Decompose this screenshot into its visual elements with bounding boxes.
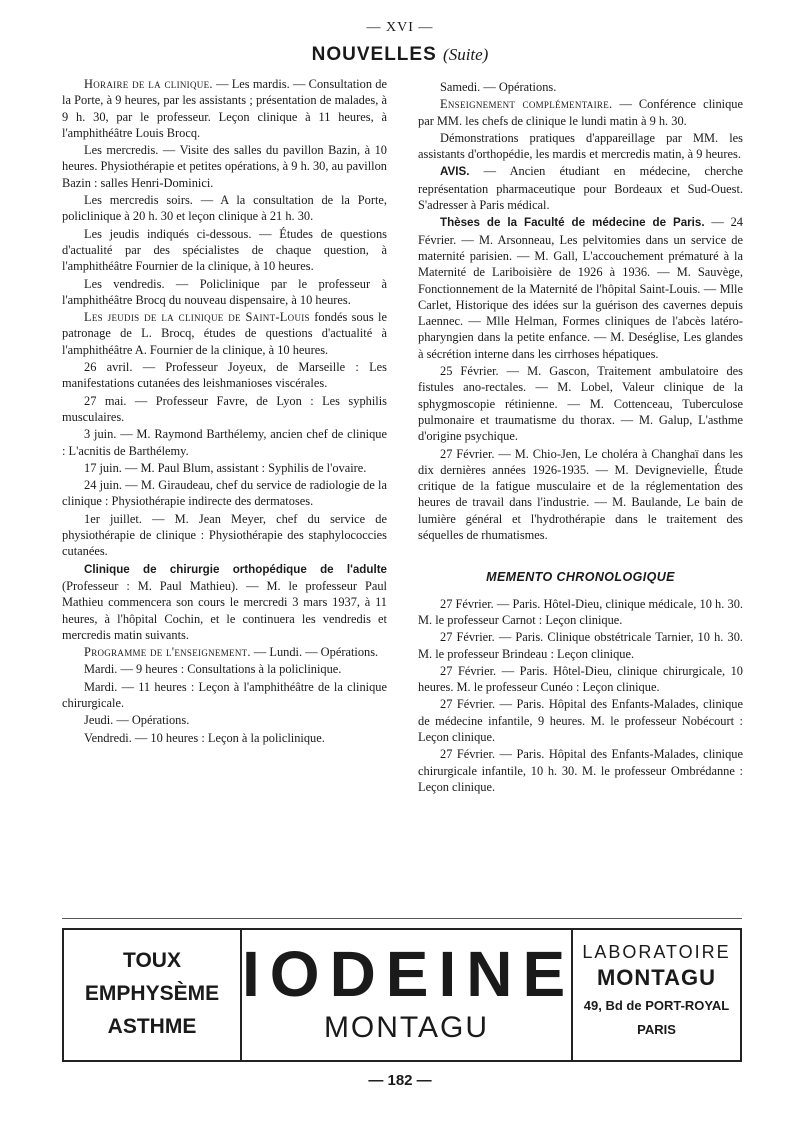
paragraph-fevrier-27: 27 Février. — M. Chio-Jen, Le choléra à Changhaï dans les dix dernières années 1926-1935. — M. Devignevielle, Étude critique de la fatigue musculaire et de la réglementation des heures de travail dans l'industrie. — M. Baulande, Le bain de lumière général et l'hydrothérapie dans le traitement des séquelles de rhumatismes.: [418, 446, 743, 543]
ad-indications: [64, 930, 240, 1060]
paragraph-vendredis: Les vendredis. — Policlinique par le professeur à l'amphithéâtre Brocq du nouveau dispensaire, à 10 heures.: [62, 276, 387, 307]
paragraph-orthopedie: [62, 561, 387, 643]
page-title: [0, 44, 800, 66]
memento-entry: 27 Février. — Paris. Hôtel-Dieu, clinique chirurgicale, 10 heures. M. le professeur Cunéo : Leçon clinique.: [418, 663, 743, 695]
ad-lab-name: MONTAGU: [596, 965, 717, 990]
paragraph-jeudi: Jeudi. — Opérations.: [84, 713, 190, 728]
horaire-text: — Les mardis. — Consultation de la Porte, à 9 heures, par les assistants ; présentation de malades, à 9 h. 30, par le professeur. Leçon clinique à 11 heures, à l'amphithéâtre Louis Brocq.: [62, 77, 387, 140]
memento-entry: 27 Février. — Paris. Hôpital des Enfants-Malades, clinique chirurgicale infantile, 10 h. 30. M. le professeur Ombrédanne : Leçon clinique.: [418, 747, 743, 794]
paragraph-programme: [62, 644, 387, 660]
orthopedie-text: (Professeur : M. Paul Mathieu). — M. le professeur Paul Mathieu commencera son cours le mercredi 3 mars 1937, à 11 heures, à l'hôpital Cochin, et le continuera les vendredis et mercredis matin suivants.: [62, 578, 387, 642]
ad-lab-city: PARIS: [637, 1022, 676, 1037]
ad-indication-emphyseme: EMPHYSÈME: [84, 982, 220, 1005]
paragraph-samedi: Samedi. — Opérations.: [440, 80, 557, 94]
paragraph-mercredis: Les mercredis. — Visite des salles du pavillon Bazin, à 10 heures. Physiothérapie et petites opérations, à 9 h. 30, au pavillon Bazin : salles Henri-Dominici.: [62, 143, 387, 190]
memento-entry: 27 Février. — Paris. Hôtel-Dieu, clinique médicale, 10 h. 30. M. le professeur Carnot : Leçon clinique.: [418, 596, 743, 627]
page-number: — 182 —: [368, 1072, 432, 1089]
ad-brand-panel: [240, 930, 576, 1060]
paragraph-demonstrations: Démonstrations pratiques d'appareillage par MM. les assistants d'orthopédie, les mardis et mercredis matin, à 9 heures.: [418, 130, 743, 162]
ad-lab-label: LABORATOIRE: [582, 942, 731, 962]
paragraph-avis: [418, 163, 743, 213]
ad-brand-subname: MONTAGU: [323, 1011, 490, 1044]
paragraph-enseignement-complementaire: [418, 96, 743, 129]
ad-laboratory: [573, 930, 740, 1060]
memento-entry: 27 Février. — Paris. Clinique obstétricale Tarnier, 10 h. 30. M. le professeur Brindeau : Leçon clinique.: [418, 630, 743, 661]
paragraph-horaire: [62, 76, 387, 141]
avis-lead: AVIS.: [440, 165, 470, 179]
folio-number: — XVI —: [366, 20, 434, 35]
horaire-lead: Horaire de la clinique.: [84, 77, 213, 91]
left-column: [62, 76, 387, 747]
paragraph-mercredis-soirs: Les mercredis soirs. — A la consultation de la Porte, policlinique à 20 h. 30 et leçon clinique à 21 h. 30.: [62, 193, 387, 224]
paragraph-juin-3: 3 juin. — M. Raymond Barthélemy, ancien chef de clinique : L'acnitis de Barthélemy.: [62, 427, 387, 458]
programme-lead: Programme de l'enseignement.: [84, 645, 251, 660]
paragraph-mardi-1: Mardi. — 9 heures : Consultations à la policlinique.: [84, 662, 342, 677]
column-divider-rule: [62, 918, 742, 919]
avis-text: — Ancien étudiant en médecine, cherche représentation pharmaceutique pour Bordeaux et Sud-Ouest. S'adresser à Paris médical.: [418, 164, 743, 213]
complementaire-text: — Conférence clinique par MM. les chefs de clinique le lundi matin à 9 h. 30.: [418, 97, 743, 128]
paragraph-juillet: 1er juillet. — M. Jean Meyer, chef du service de physiothérapie de clinique : Physiothérapie des staphylococcies cutanées.: [62, 511, 387, 559]
theses-text: — 24 Février. — M. Arsonneau, Les pelvitomies dans un service de maternité parisien. — M. Gall, L'accouchement prématuré à la Maternité de Lariboisière de 1926 à 1936. — M. Sauvège, Fonctionnement de la Maternité de l'hôpital Saint-Louis. — Mlle Carlet, Historique des idées sur la guérison des cavernes depuis Laennec. — Mlle Helman, Formes cliniques de l'abcès latéro-pharyngien dans la petite enfance. — M. Deséglise, Les glandes à sécrétion interne dans les cirrhoses hépatiques.: [418, 215, 744, 361]
orthopedie-lead: Clinique de chirurgie orthopédique de l'adulte: [84, 562, 387, 576]
theses-lead: Thèses de la Faculté de médecine de Paris.: [440, 216, 705, 230]
paragraph-theses: [418, 214, 743, 362]
paragraph-mardi-2: Mardi. — 11 heures : Leçon à l'amphithéâtre de la clinique chirurgicale.: [62, 679, 387, 710]
ad-brand-name: IODEINE: [242, 938, 576, 1010]
memento-heading: MEMENTO CHRONOLOGIQUE: [486, 570, 675, 585]
jeudis-sl-text: fondés sous le patronage de L. Brocq, études de questions d'actualité à l'amphithéâtre A. Fournier de la clinique, à 10 heures.: [62, 310, 387, 357]
paragraph-juin-24: 24 juin. — M. Giraudeau, chef du service de radiologie de la clinique : Physiothérapie indirecte des dermatoses.: [62, 478, 387, 509]
ad-indication-asthme: ASTHME: [107, 1015, 197, 1038]
paragraph-fevrier-25: 25 Février. — M. Gascon, Traitement ambulatoire des fistules ano-rectales. — M. Lobel, Valeur clinique de la sphygmoscopie rétinienne. — M. Cottenceau, Tuberculose pulmonaire et traumatisme du thorax. — M. Galup, L'asthme d'origine psychique.: [418, 364, 743, 444]
complementaire-lead: Enseignement complémentaire.: [440, 97, 613, 112]
paragraph-jeudis-saint-louis: [62, 309, 387, 358]
paragraph-vendredi: Vendredi. — 10 heures : Leçon à la policlinique.: [84, 730, 325, 745]
section-title: NOUVELLES: [311, 44, 437, 65]
ad-lab-address: 49, Bd de PORT-ROYAL: [583, 998, 730, 1013]
jeudis-sl-lead: Les jeudis de la clinique de Saint-Louis: [84, 310, 310, 325]
paragraph-juin-17: 17 juin. — M. Paul Blum, assistant : Syphilis de l'ovaire.: [84, 460, 367, 475]
paragraph-avril: 26 avril. — Professeur Joyeux, de Marseille : Les manifestations cutanées des leishmanioses viscérales.: [62, 360, 387, 391]
right-column: [418, 79, 743, 796]
advertisement-box: [62, 928, 742, 1062]
section-subtitle: (Suite): [443, 45, 489, 64]
programme-text: — Lundi. — Opérations.: [250, 645, 379, 660]
ad-indication-toux: TOUX: [123, 949, 181, 972]
paragraph-mai: 27 mai. — Professeur Favre, de Lyon : Les syphilis musculaires.: [62, 393, 387, 424]
paragraph-jeudis: Les jeudis indiqués ci-dessous. — Études de questions d'actualité par des spécialistes de chaque question, à l'amphithéâtre Fournier de la clinique, à 10 heures.: [62, 226, 387, 274]
memento-entry: 27 Février. — Paris. Hôpital des Enfants-Malades, clinique de médecine infantile, 9 heures. M. le professeur Nobécourt : Leçon clinique.: [418, 697, 743, 744]
